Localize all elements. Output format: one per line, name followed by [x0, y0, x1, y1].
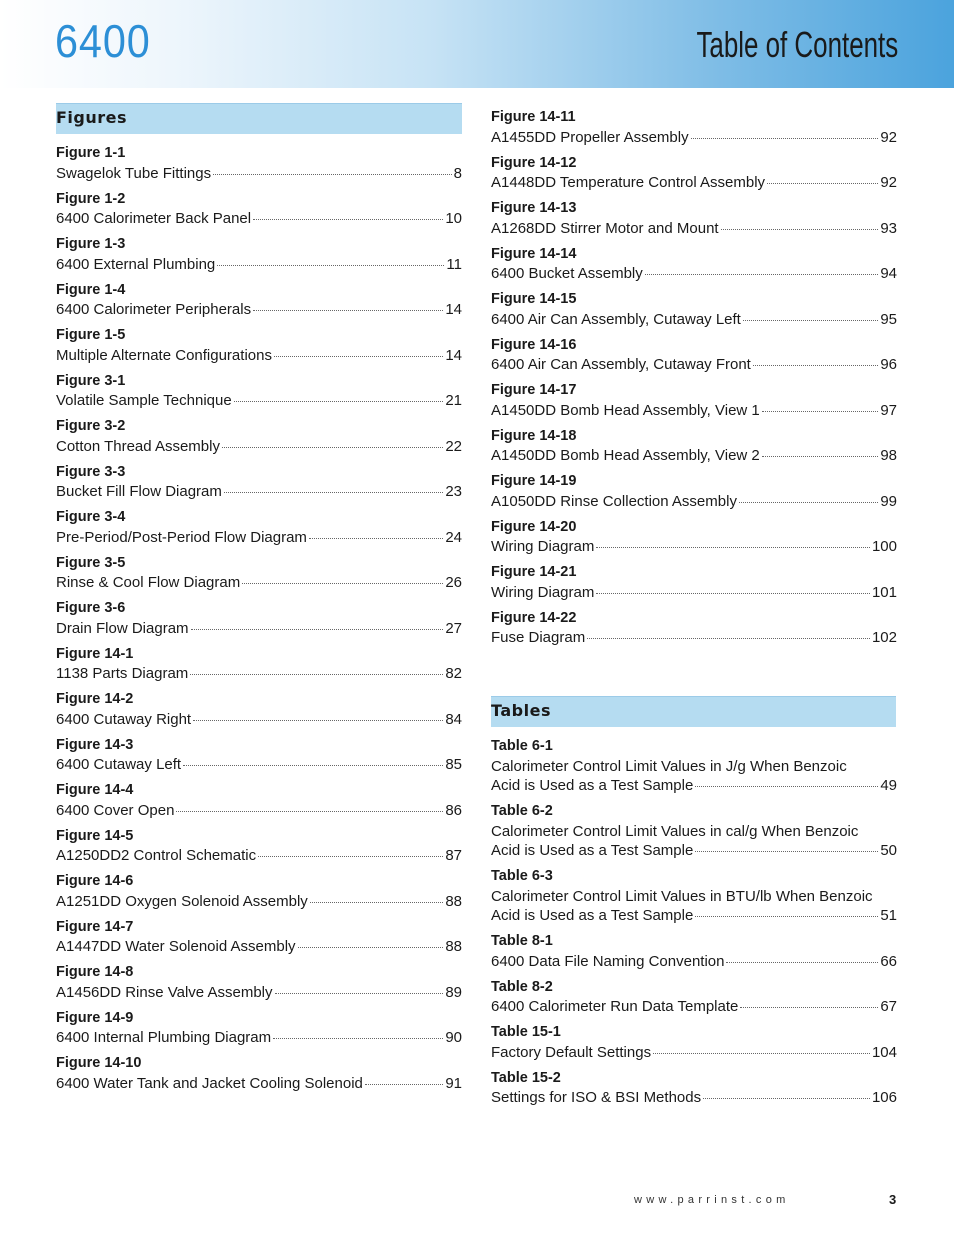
- dot-leader: [703, 1098, 870, 1099]
- figure-title-row: [56, 892, 462, 912]
- dot-leader: [253, 310, 443, 311]
- figure-title: A1447DD Water Solenoid Assembly: [56, 938, 296, 955]
- figure-title-row: [56, 1028, 462, 1048]
- dot-leader: [298, 947, 444, 948]
- figure-entry[interactable]: [56, 781, 462, 820]
- figure-label: Figure 14-19: [491, 473, 577, 489]
- figure-label: Figure 1-2: [56, 190, 126, 207]
- table-title: Settings for ISO & BSI Methods: [491, 1089, 702, 1106]
- tables-heading: Tables: [491, 701, 551, 720]
- dot-leader: [213, 174, 452, 175]
- figure-entry[interactable]: [56, 918, 462, 957]
- figure-label: Figure 1-5: [56, 327, 126, 343]
- table-title-line: Calorimeter Control Limit Values in BTU/lb When Benzoic: [491, 887, 873, 905]
- figure-entry[interactable]: [491, 290, 897, 329]
- figure-page-number: 26: [445, 574, 462, 591]
- figure-title: 6400 Calorimeter Peripherals: [56, 301, 252, 318]
- figure-label: Figure 14-4: [56, 782, 134, 798]
- dot-leader: [224, 492, 443, 493]
- figure-entry[interactable]: [56, 235, 462, 274]
- figure-title: 6400 Air Can Assembly, Cutaway Front: [491, 356, 751, 373]
- figure-label: Figure 14-8: [56, 964, 134, 980]
- figure-page-number: 100: [871, 538, 897, 555]
- dot-leader: [739, 502, 878, 503]
- tables-list: [491, 737, 897, 1108]
- figure-page-number: 23: [445, 483, 462, 500]
- figures-heading: Figures: [56, 108, 128, 127]
- figure-page-number: 88: [445, 938, 462, 955]
- figure-title: 6400 Bucket Assembly: [491, 265, 643, 282]
- dot-leader: [653, 1053, 870, 1054]
- figure-label: Figure 14-13: [491, 200, 577, 216]
- figure-page-number: 101: [871, 583, 897, 601]
- dot-leader: [645, 274, 879, 275]
- figure-title-row: [491, 583, 897, 603]
- figure-title: A1268DD Stirrer Motor and Mount: [491, 219, 719, 237]
- figure-entry[interactable]: [491, 472, 897, 511]
- dot-leader: [767, 183, 878, 184]
- dot-leader: [726, 962, 878, 963]
- figure-label: Figure 14-2: [56, 691, 134, 707]
- figure-page-number: 96: [880, 356, 897, 373]
- figure-title: Wiring Diagram: [491, 538, 595, 555]
- figure-title: Multiple Alternate Configurations: [56, 346, 272, 364]
- figures-list-left: [56, 144, 462, 1093]
- figure-title: A1456DD Rinse Valve Assembly: [56, 983, 273, 1001]
- figure-entry[interactable]: [56, 1009, 462, 1048]
- dot-leader: [242, 583, 443, 584]
- figure-entry[interactable]: [491, 381, 897, 420]
- table-label: Table 6-3: [491, 868, 553, 884]
- figure-page-number: 21: [445, 392, 462, 409]
- dot-leader: [762, 411, 879, 412]
- table-title: Factory Default Settings: [491, 1043, 652, 1061]
- figure-label: Figure 3-3: [56, 463, 126, 480]
- figure-entry[interactable]: [56, 326, 462, 365]
- figure-title: A1448DD Temperature Control Assembly: [491, 174, 766, 191]
- tables-section-header: [491, 696, 896, 727]
- figure-page-number: 84: [445, 710, 462, 728]
- dot-leader: [275, 993, 444, 994]
- figure-title: 6400 External Plumbing: [56, 255, 216, 273]
- dot-leader: [183, 765, 443, 766]
- dot-leader: [740, 1007, 878, 1008]
- figure-entry[interactable]: [56, 190, 462, 229]
- figure-title-row: [491, 173, 897, 193]
- figure-title: Swagelok Tube Fittings: [56, 164, 212, 182]
- table-label: Table 6-2: [491, 803, 553, 819]
- figures-section-header: [56, 103, 462, 134]
- figure-title-row: [56, 209, 462, 229]
- dot-leader: [587, 638, 870, 639]
- page-header: [0, 0, 954, 88]
- figure-label: Figure 14-5: [56, 827, 134, 844]
- figure-page-number: 10: [445, 210, 462, 227]
- figure-label: Figure 1-4: [56, 281, 126, 298]
- dot-leader: [743, 320, 878, 321]
- dot-leader: [258, 856, 443, 857]
- figure-title: Pre-Period/Post-Period Flow Diagram: [56, 528, 307, 546]
- table-title: Acid is Used as a Test Sample: [491, 907, 694, 924]
- figure-title: Fuse Diagram: [491, 629, 586, 646]
- figure-page-number: 90: [445, 1029, 462, 1046]
- dot-leader: [193, 720, 443, 721]
- table-title: 6400 Data File Naming Convention: [491, 952, 725, 970]
- figure-title-row: [491, 219, 897, 239]
- figure-label: Figure 14-18: [491, 427, 577, 444]
- figure-entry[interactable]: [491, 336, 897, 375]
- table-title-row: [491, 1043, 897, 1063]
- figure-entry[interactable]: [491, 199, 897, 238]
- dot-leader: [253, 219, 443, 220]
- figure-label: Figure 3-5: [56, 554, 126, 571]
- figure-title: 6400 Cover Open: [56, 801, 175, 819]
- figure-entry[interactable]: [56, 736, 462, 775]
- table-label: Table 15-2: [491, 1069, 561, 1086]
- table-title-row: [491, 906, 897, 926]
- figure-title-row: [56, 937, 462, 957]
- figure-entry[interactable]: [56, 372, 462, 411]
- dot-leader: [365, 1084, 443, 1085]
- table-page-number: 67: [880, 998, 897, 1015]
- dot-leader: [217, 265, 444, 266]
- table-title-row: [491, 841, 897, 861]
- figure-title: A1455DD Propeller Assembly: [491, 128, 689, 146]
- figure-page-number: 94: [880, 265, 897, 282]
- figure-title: Rinse & Cool Flow Diagram: [56, 574, 241, 591]
- figure-title-row: [56, 710, 462, 730]
- figure-label: Figure 14-14: [491, 245, 577, 262]
- figure-entry[interactable]: [491, 518, 897, 557]
- figure-page-number: 102: [871, 629, 897, 646]
- dot-leader: [273, 1038, 443, 1039]
- figure-title-row: [56, 346, 462, 366]
- table-entry[interactable]: [491, 1023, 897, 1062]
- figure-title: 6400 Air Can Assembly, Cutaway Left: [491, 310, 741, 328]
- figure-page-number: 98: [880, 447, 897, 464]
- figure-title-row: [491, 446, 897, 466]
- figure-page-number: 14: [445, 346, 462, 364]
- figure-entry[interactable]: [56, 463, 462, 502]
- figure-page-number: 22: [445, 437, 462, 455]
- figure-title: A1050DD Rinse Collection Assembly: [491, 492, 737, 510]
- figure-entry[interactable]: [491, 245, 897, 284]
- table-entry[interactable]: [491, 978, 897, 1017]
- dot-leader: [234, 401, 444, 402]
- figure-title: Cotton Thread Assembly: [56, 437, 220, 455]
- figure-title: 6400 Cutaway Right: [56, 710, 192, 728]
- figure-label: Figure 3-2: [56, 418, 126, 434]
- figure-label: Figure 14-15: [491, 291, 577, 307]
- figure-title-row: [56, 164, 462, 184]
- dot-leader: [691, 138, 879, 139]
- figure-entry[interactable]: [56, 963, 462, 1002]
- figure-label: Figure 14-6: [56, 873, 134, 889]
- figure-entry[interactable]: [56, 554, 462, 593]
- product-name: 6400: [55, 15, 151, 67]
- figure-label: Figure 1-1: [56, 145, 126, 161]
- figure-page-number: 86: [445, 801, 462, 819]
- dot-leader: [695, 786, 878, 787]
- dot-leader: [222, 447, 443, 448]
- figure-title-row: [491, 628, 897, 648]
- figure-title-row: [56, 619, 462, 639]
- table-label: Table 15-1: [491, 1024, 561, 1040]
- figure-label: Figure 14-17: [491, 382, 577, 398]
- table-title-row: [491, 952, 897, 972]
- figure-entry[interactable]: [56, 690, 462, 729]
- table-page-number: 51: [880, 907, 897, 924]
- figure-title: A1250DD2 Control Schematic: [56, 847, 257, 864]
- figure-title-row: [56, 391, 462, 411]
- figure-title: 6400 Internal Plumbing Diagram: [56, 1029, 272, 1046]
- figure-label: Figure 14-12: [491, 154, 577, 171]
- figure-title-row: [56, 482, 462, 502]
- figure-label: Figure 14-10: [56, 1055, 142, 1071]
- figure-title-row: [56, 300, 462, 320]
- table-page-number: 50: [880, 842, 897, 859]
- figure-entry[interactable]: [491, 563, 897, 602]
- figure-title: 1138 Parts Diagram: [56, 665, 189, 682]
- figure-label: Figure 14-16: [491, 336, 577, 353]
- figure-page-number: 85: [445, 756, 462, 773]
- figure-label: Figure 14-20: [491, 518, 577, 535]
- figure-title: 6400 Cutaway Left: [56, 756, 182, 773]
- figure-label: Figure 14-21: [491, 564, 577, 580]
- figure-entry[interactable]: [491, 427, 897, 466]
- figure-entry[interactable]: [56, 144, 462, 183]
- figure-page-number: 8: [453, 164, 462, 182]
- figure-page-number: 91: [445, 1074, 462, 1092]
- figure-entry[interactable]: [491, 154, 897, 193]
- figure-entry[interactable]: [491, 609, 897, 648]
- footer-page-number: 3: [889, 1192, 897, 1207]
- figure-label: Figure 3-4: [56, 509, 126, 525]
- figure-page-number: 14: [445, 301, 462, 318]
- figure-title-row: [56, 255, 462, 275]
- figure-title-row: [491, 537, 897, 557]
- table-page-number: 66: [880, 952, 897, 970]
- toc-column-right: [491, 108, 897, 1114]
- figure-label: Figure 3-6: [56, 600, 126, 616]
- figure-page-number: 99: [880, 492, 897, 510]
- table-title-row: [491, 1088, 897, 1108]
- figure-entry[interactable]: [56, 872, 462, 911]
- figure-page-number: 89: [445, 983, 462, 1001]
- figure-entry[interactable]: [56, 417, 462, 456]
- table-title: Acid is Used as a Test Sample: [491, 842, 694, 859]
- figure-page-number: 87: [445, 847, 462, 864]
- table-title-line: Calorimeter Control Limit Values in cal/g When Benzoic: [491, 822, 859, 840]
- figure-title-row: [491, 401, 897, 421]
- figure-title-row: [56, 846, 462, 866]
- figure-title-row: [56, 755, 462, 775]
- figure-title-row: [56, 983, 462, 1003]
- figure-title: 6400 Calorimeter Back Panel: [56, 210, 252, 227]
- figure-title: Drain Flow Diagram: [56, 619, 189, 637]
- dot-leader: [596, 593, 870, 594]
- table-title: Acid is Used as a Test Sample: [491, 777, 694, 794]
- figure-label: Figure 14-1: [56, 645, 134, 662]
- figure-page-number: 92: [880, 128, 897, 146]
- dot-leader: [274, 356, 443, 357]
- figure-page-number: 97: [880, 401, 897, 419]
- figure-entry[interactable]: [56, 508, 462, 547]
- dot-leader: [310, 902, 444, 903]
- figure-label: Figure 14-9: [56, 1009, 134, 1026]
- dot-leader: [190, 674, 443, 675]
- figure-title-row: [56, 664, 462, 684]
- dot-leader: [695, 851, 878, 852]
- figure-entry[interactable]: [56, 281, 462, 320]
- figure-page-number: 82: [445, 665, 462, 682]
- figure-title: Bucket Fill Flow Diagram: [56, 483, 222, 500]
- table-label: Table 8-2: [491, 978, 553, 995]
- figure-entry[interactable]: [56, 1054, 462, 1093]
- figure-label: Figure 14-3: [56, 736, 134, 753]
- figure-page-number: 88: [445, 892, 462, 910]
- figure-title-row: [491, 264, 897, 284]
- table-page-number: 104: [871, 1043, 897, 1061]
- table-title: 6400 Calorimeter Run Data Template: [491, 998, 739, 1015]
- figure-label: Figure 14-22: [491, 609, 577, 626]
- table-label: Table 6-1: [491, 738, 553, 754]
- dot-leader: [695, 916, 878, 917]
- figure-title: A1251DD Oxygen Solenoid Assembly: [56, 892, 308, 910]
- table-title-row: [491, 776, 897, 796]
- table-title-row: [491, 997, 897, 1017]
- dot-leader: [753, 365, 878, 366]
- figure-title-row: [491, 492, 897, 512]
- table-title-line: Calorimeter Control Limit Values in J/g When Benzoic: [491, 757, 847, 775]
- footer-url[interactable]: www.parrinst.com: [634, 1194, 790, 1206]
- dot-leader: [721, 229, 879, 230]
- table-entry[interactable]: [491, 1069, 897, 1108]
- figure-page-number: 24: [445, 528, 462, 546]
- dot-leader: [762, 456, 879, 457]
- figure-page-number: 93: [880, 219, 897, 237]
- figure-label: Figure 14-7: [56, 918, 134, 935]
- table-entry[interactable]: [491, 737, 897, 796]
- figure-page-number: 95: [880, 310, 897, 328]
- figure-page-number: 92: [880, 174, 897, 191]
- figure-entry[interactable]: [56, 827, 462, 866]
- figure-title: Volatile Sample Technique: [56, 392, 232, 409]
- figure-page-number: 11: [446, 255, 462, 273]
- table-label: Table 8-1: [491, 933, 553, 949]
- figure-title-row: [56, 437, 462, 457]
- dot-leader: [191, 629, 444, 630]
- figure-entry[interactable]: [56, 645, 462, 684]
- table-entry[interactable]: [491, 802, 897, 861]
- page-title: Table of Contents: [696, 24, 898, 65]
- figure-label: Figure 1-3: [56, 236, 126, 252]
- table-entry[interactable]: [491, 932, 897, 971]
- figure-page-number: 27: [445, 619, 462, 637]
- dot-leader: [309, 538, 443, 539]
- table-page-number: 106: [871, 1089, 897, 1106]
- dot-leader: [596, 547, 870, 548]
- figure-title: A1450DD Bomb Head Assembly, View 2: [491, 447, 760, 464]
- figure-title-row: [56, 1074, 462, 1094]
- figure-title: A1450DD Bomb Head Assembly, View 1: [491, 401, 760, 419]
- figure-title: 6400 Water Tank and Jacket Cooling Solenoid: [56, 1074, 363, 1092]
- figure-entry[interactable]: [491, 108, 897, 147]
- figure-title-row: [491, 128, 897, 148]
- dot-leader: [176, 811, 443, 812]
- figures-list-right: [491, 108, 897, 648]
- figure-title-row: [491, 310, 897, 330]
- table-page-number: 49: [880, 777, 897, 794]
- figure-entry[interactable]: [56, 599, 462, 638]
- figure-title: Wiring Diagram: [491, 583, 595, 601]
- figure-title-row: [56, 573, 462, 593]
- figure-title-row: [56, 528, 462, 548]
- figure-title-row: [491, 355, 897, 375]
- figure-label: Figure 3-1: [56, 372, 126, 389]
- figure-label: Figure 14-11: [491, 109, 576, 125]
- figure-title-row: [56, 801, 462, 821]
- toc-column-left: [56, 103, 462, 1100]
- table-entry[interactable]: [491, 867, 897, 926]
